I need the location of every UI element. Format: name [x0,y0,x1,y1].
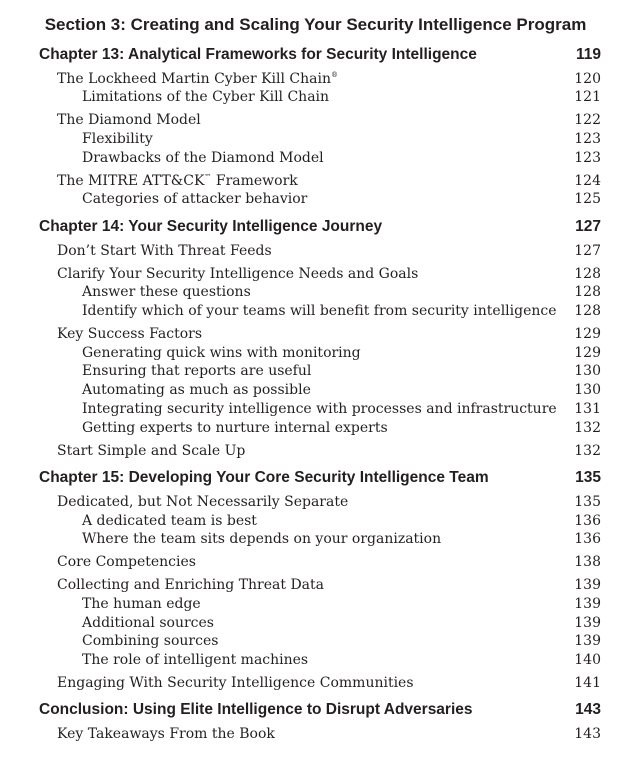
entry-title: The role of intelligent machines [82,652,309,668]
entry-title: Answer these questions [82,284,251,300]
entry-page: 122 [574,112,601,128]
entry-title: Categories of attacker behavior [82,191,308,207]
chapter-title: Chapter 13: Analytical Frameworks for Security Intelligence [39,46,477,63]
entry-page: 120 [574,71,601,87]
entry-page: 143 [574,726,601,742]
toc-subentry[interactable] [0,419,631,437]
toc-subentry[interactable] [0,302,631,320]
entry-title: Ensuring that reports are useful [82,363,312,379]
entry-title: Getting experts to nurture internal experts [82,420,388,436]
entry-title: Where the team sits depends on your organization [82,531,442,547]
toc-conclusion[interactable] [0,701,631,719]
entry-page: 128 [574,266,601,282]
toc-entry[interactable] [0,493,631,511]
entry-page: 130 [574,382,601,398]
entry-page: 127 [574,243,601,259]
entry-title: The MITRE ATT&CK™ Framework [57,173,298,189]
entry-page: 123 [574,131,601,147]
chapter-title: Conclusion: Using Elite Intelligence to Disrupt Adversaries [39,701,473,718]
entry-title: Identify which of your teams will benefit from security intelligence [82,303,557,319]
toc-subentry[interactable] [0,362,631,380]
toc-subentry[interactable] [0,283,631,301]
entry-page: 124 [574,173,601,189]
entry-page: 125 [574,191,601,207]
entry-title: Collecting and Enriching Threat Data [57,577,324,593]
toc-subentry[interactable] [0,651,631,669]
entry-page: 132 [574,443,601,459]
toc-chapter-13[interactable] [0,46,631,64]
entry-title: Key Success Factors [57,326,203,342]
entry-page: 131 [574,401,601,417]
chapter-title: Chapter 15: Developing Your Core Security Intelligence Team [39,469,489,486]
entry-title: Core Competencies [57,554,196,570]
chapter-page: 119 [575,46,601,63]
entry-page: 136 [574,513,601,529]
entry-page: 121 [574,89,601,105]
entry-page: 135 [574,494,601,510]
toc-subentry[interactable] [0,344,631,362]
entry-page: 136 [574,531,601,547]
entry-title: The Lockheed Martin Cyber Kill Chain® [57,71,339,87]
entry-title: Additional sources [82,615,214,631]
entry-page: 141 [574,675,601,691]
entry-title: Drawbacks of the Diamond Model [82,150,324,166]
entry-page: 123 [574,150,601,166]
toc-subentry[interactable] [0,130,631,148]
entry-title: Limitations of the Cyber Kill Chain [82,89,330,105]
toc-entry[interactable] [0,70,631,88]
entry-page: 129 [574,345,601,361]
toc-entry[interactable] [0,553,631,571]
toc-subentry[interactable] [0,530,631,548]
entry-title: Combining sources [82,633,219,649]
entry-page: 139 [574,615,601,631]
toc-entry[interactable] [0,442,631,460]
entry-title: Clarify Your Security Intelligence Needs and Goals [57,266,419,282]
toc-entry[interactable] [0,576,631,594]
toc-subentry[interactable] [0,190,631,208]
entry-title: The Diamond Model [57,112,201,128]
entry-title: A dedicated team is best [82,513,257,529]
entry-title: Dedicated, but Not Necessarily Separate [57,494,349,510]
chapter-page: 143 [575,701,601,718]
toc-entry[interactable] [0,265,631,283]
toc-subentry[interactable] [0,381,631,399]
entry-title: The human edge [82,596,201,612]
trademark-mark: ™ [204,173,212,181]
toc-entry[interactable] [0,725,631,743]
chapter-page: 127 [575,218,601,235]
entry-title: Generating quick wins with monitoring [82,345,361,361]
entry-title: Key Takeaways From the Book [57,726,275,742]
toc-entry[interactable] [0,111,631,129]
entry-page: 139 [574,577,601,593]
toc-entry[interactable] [0,674,631,692]
entry-page: 140 [574,652,601,668]
toc-chapter-15[interactable] [0,469,631,487]
toc-subentry[interactable] [0,632,631,650]
entry-page: 139 [574,633,601,649]
entry-page: 130 [574,363,601,379]
entry-title: Integrating security intelligence with processes and infrastructure [82,401,557,417]
chapter-title: Chapter 14: Your Security Intelligence Journey [39,218,383,235]
toc-subentry[interactable] [0,595,631,613]
entry-title: Start Simple and Scale Up [57,443,246,459]
toc-subentry[interactable] [0,149,631,167]
toc-subentry[interactable] [0,88,631,106]
entry-page: 128 [574,303,601,319]
toc-chapter-14[interactable] [0,218,631,236]
entry-page: 129 [574,326,601,342]
entry-page: 132 [574,420,601,436]
registered-mark: ® [331,71,339,79]
entry-title: Automating as much as possible [82,382,311,398]
entry-title: Engaging With Security Intelligence Communities [57,675,414,691]
entry-title: Flexibility [82,131,153,147]
entry-page: 128 [574,284,601,300]
entry-page: 139 [574,596,601,612]
toc-subentry[interactable] [0,400,631,418]
toc-entry[interactable] [0,325,631,343]
toc-entry[interactable] [0,172,631,190]
toc-subentry[interactable] [0,614,631,632]
entry-title: Don’t Start With Threat Feeds [57,243,272,259]
toc-subentry[interactable] [0,512,631,530]
entry-page: 138 [574,554,601,570]
chapter-page: 135 [575,469,601,486]
toc-entry[interactable] [0,242,631,260]
section-title: Section 3: Creating and Scaling Your Security Intelligence Program [44,15,587,34]
